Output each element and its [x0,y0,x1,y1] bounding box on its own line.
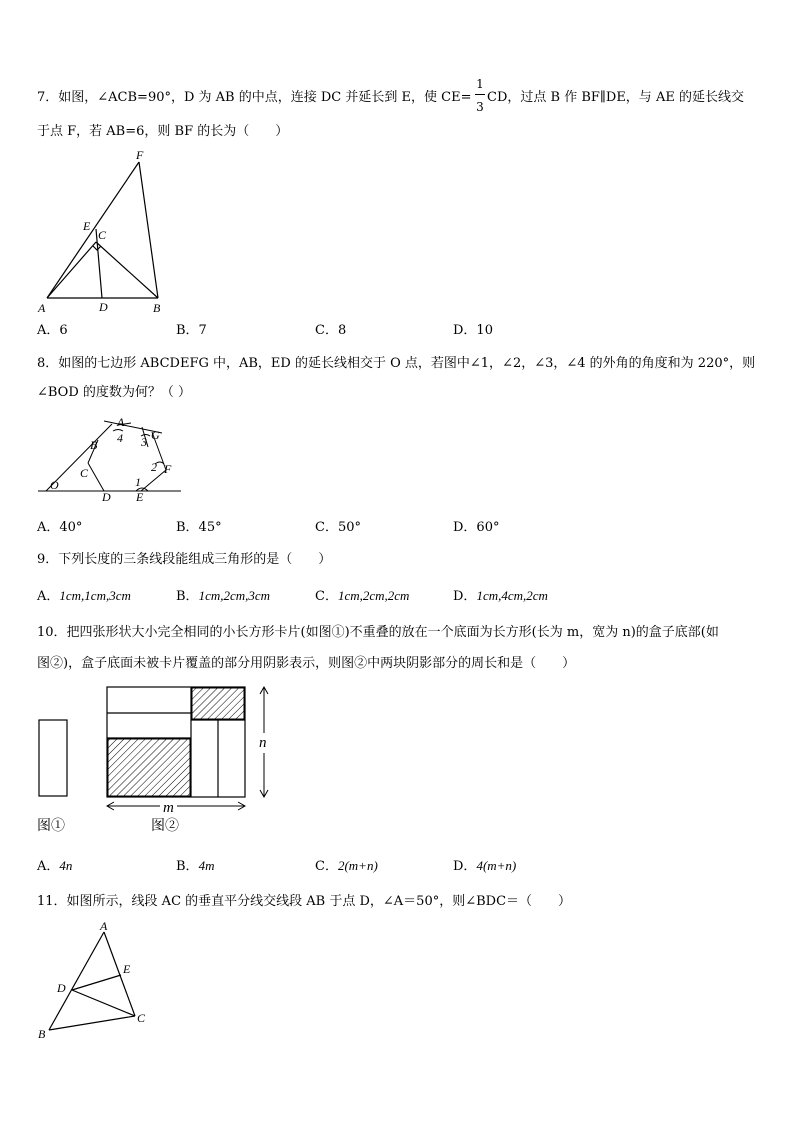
q8-label-3: 3 [141,435,147,449]
q10-option-d-prefix: D． [453,859,477,874]
q8-option-b: B．45° [176,520,222,535]
q8-text-line2: ∠BOD 的度数为何？（ ） [37,385,192,400]
q8-label-D: D [102,490,111,504]
q10-caption-fig2: 图② [151,818,179,834]
q9-option-c-prefix: C． [315,589,338,604]
q7-label-F: F [136,148,144,162]
q10-option-b-prefix: B． [176,859,199,874]
q8-label-F: F [164,462,172,476]
q7-option-d: D．10 [453,323,493,338]
q11-label-B: B [38,1027,46,1041]
q10-option-c-expr: 2(m+n) [337,858,378,873]
q8-label-G: G [151,428,160,442]
q8-label-E: E [136,490,144,504]
q10-option-c-prefix: C． [315,859,338,874]
q7-label-D: D [99,300,108,314]
q8-label-C: C [80,466,89,480]
q10-text-line2: 图②)，盒子底面未被卡片覆盖的部分用阴影表示，则图②中两块阴影部分的周长和是（ ） [37,656,576,671]
q10-option-a-prefix: A． [37,859,60,874]
q7-text-line1-b: CD，过点 B 作 BF∥DE，与 AE 的延长线交 [487,90,744,105]
q9-option-a-expr: 1cm,1cm,3cm [59,588,131,603]
q7-option-c: C．8 [315,323,347,338]
q7-label-E: E [83,219,91,233]
q8-label-2: 2 [151,460,157,474]
q10-caption-fig1: 图① [37,818,65,834]
q9-option-d-prefix: D． [453,589,477,604]
q8-label-4: 4 [117,431,123,445]
q11-segment-DC [72,990,135,1016]
q7-fraction-denominator: 3 [476,100,484,114]
q8-option-a: A．40° [37,520,83,535]
q8-option-d: D．60° [453,520,500,535]
q8-label-A: A [117,415,125,429]
q9-option-b-expr: 1cm,2cm,3cm [198,588,271,603]
q10-option-b-expr: 4m [198,858,215,873]
q7-label-C: C [98,228,107,242]
q11-segment-AC [104,932,135,1016]
q10-text-line1: 10．把四张形状大小完全相同的小长方形卡片(如图①)不重叠的放在一个底面为长方形(长为 m，宽为 n)的盒子底部(如 [37,625,719,640]
q11-label-D: D [57,981,66,995]
q11-label-C: C [137,1011,146,1025]
q10-label-n: n [259,735,267,751]
q8-label-1: 1 [135,475,141,489]
q11-label-E: E [123,962,131,976]
q10-label-m: m [160,800,177,816]
q8-option-c: C．50° [315,520,361,535]
q11-label-A: A [100,919,108,933]
q7-label-B: B [153,301,161,315]
q11-text-line1: 11．如图所示，线段 AC 的垂直平分线交线段 AB 于点 D，∠A＝50°，则∠BDC＝（ ） [37,894,572,909]
q10-option-a-expr: 4n [59,858,73,873]
q9-option-a-prefix: A． [37,589,60,604]
q8-label-O: O [50,478,59,492]
q7-label-A: A [38,301,46,315]
q11-segment-DE [72,975,121,990]
q7-option-a: A．6 [37,323,68,338]
q10-option-d-expr: 4(m+n) [476,858,517,873]
q7-text-line2: 于点 F，若 AB=6，则 BF 的长为（ ） [37,124,289,139]
q8-label-B: B [90,438,98,452]
q9-text-line1: 9．下列长度的三条线段能组成三角形的是（ ） [37,552,332,567]
q9-option-c-expr: 1cm,2cm,2cm [337,588,410,603]
q11-segment-BC [49,1016,135,1030]
q7-option-b: B．7 [176,323,207,338]
q7-text-line1-a: 7．如图，∠ACB=90°，D 为 AB 的中点，连接 DC 并延长到 E，使 CE= [37,90,472,105]
q9-option-b-prefix: B． [176,589,199,604]
q7-fraction-numerator: 1 [476,77,484,91]
q8-text-line1: 8．如图的七边形 ABCDEFG 中，AB，ED 的延长线相交于 O 点，若图中∠1，∠2，∠3，∠4 的外角的角度和为 220°，则 [37,356,756,371]
q9-option-d-expr: 1cm,4cm,2cm [476,588,548,603]
